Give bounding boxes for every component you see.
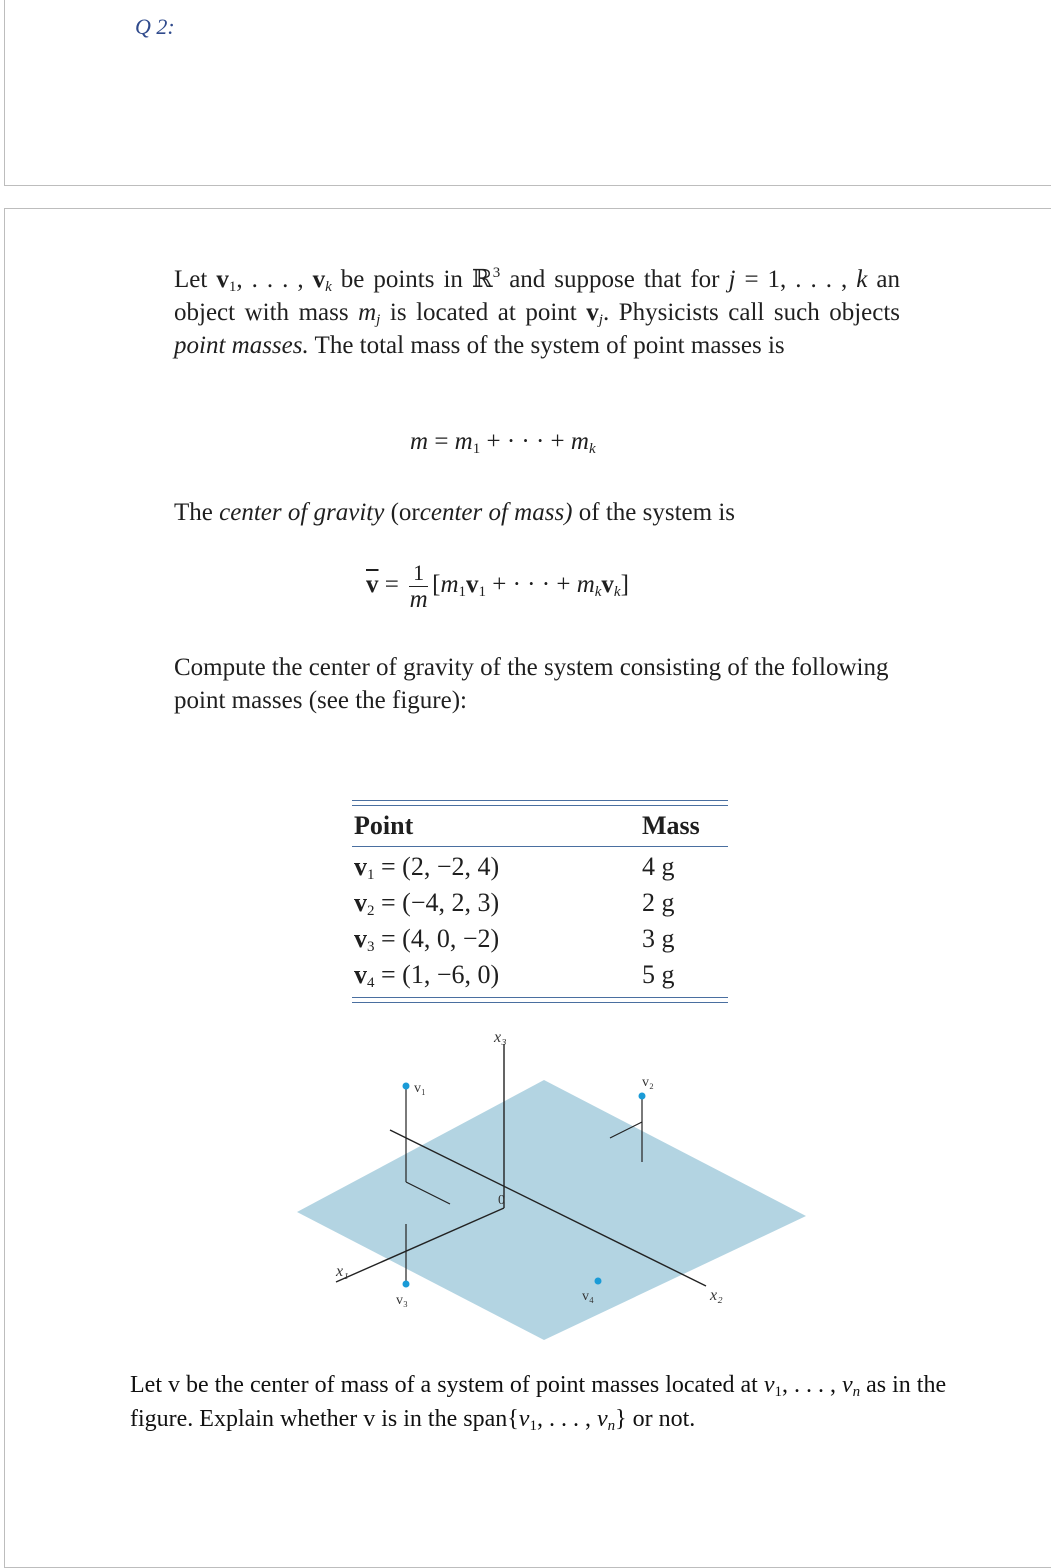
v1-point [403,1083,410,1090]
question-label: Q 2: [135,14,175,39]
v2-point [639,1093,646,1100]
x2-label: x₂ [710,1287,723,1304]
point-header: Point [354,811,414,840]
intro-paragraph: Let $v_1$, . . . , $v_k$ be points in ℝ$^3$ and suppose that for j = 1, . . . , k an object with mass $m_j$ is located at point $v_j$. Physicists call such objects point masses. The total mass of the system of point masses is [174,264,901,359]
total-mass-equation: $m = m_1$ + · · · + $m_k$ [410,428,596,457]
center-of-gravity-equation: $\overline{v}$ = $\frac{1}{m}$ [$m_1v_1$ + · · · + $m_kv_k$] [366,560,629,613]
mass-header: Mass [642,811,700,840]
v1-label: v₁ [414,1081,426,1096]
center-of-gravity-sentence: The center of gravity (orcenter of mass) of the system is [174,499,736,526]
table-row: $v_2 = (-4$, 2, 3) 2 g [354,888,675,919]
x3-label: x₃ [494,1029,507,1046]
table-row: $v_1 = (2$, −2, 4) 4 g [354,852,675,883]
table-row: $v_4 = (1$, −6, 0) 5 g [354,960,675,991]
x1-label: x₁ [336,1263,349,1280]
table-row: $v_3 = (4$, 0, −2) 3 g [354,924,675,955]
point-mass-figure [280,1020,820,1350]
v3-label: v₃ [396,1293,408,1308]
question-header-box [4,0,1051,186]
final-question: Let v be the center of mass of a system of point masses located at $v_1$, . . . , $v_n$ as in the figure. Explain whether v is in the $span\{v_1$, . . . , $v_n$} or not. [130,1372,947,1434]
point-mass-table [352,800,728,1003]
compute-paragraph: Compute the center of gravity of the system consisting of the following point masses (see the figure): [174,654,889,714]
v4-point [595,1278,602,1285]
v3-point [403,1281,410,1288]
v4-label: v₄ [582,1289,594,1304]
origin-label: 0 [498,1193,505,1208]
table-header [352,806,728,847]
table-bottom-rule [352,997,728,1003]
v2-label: v₂ [642,1075,654,1090]
